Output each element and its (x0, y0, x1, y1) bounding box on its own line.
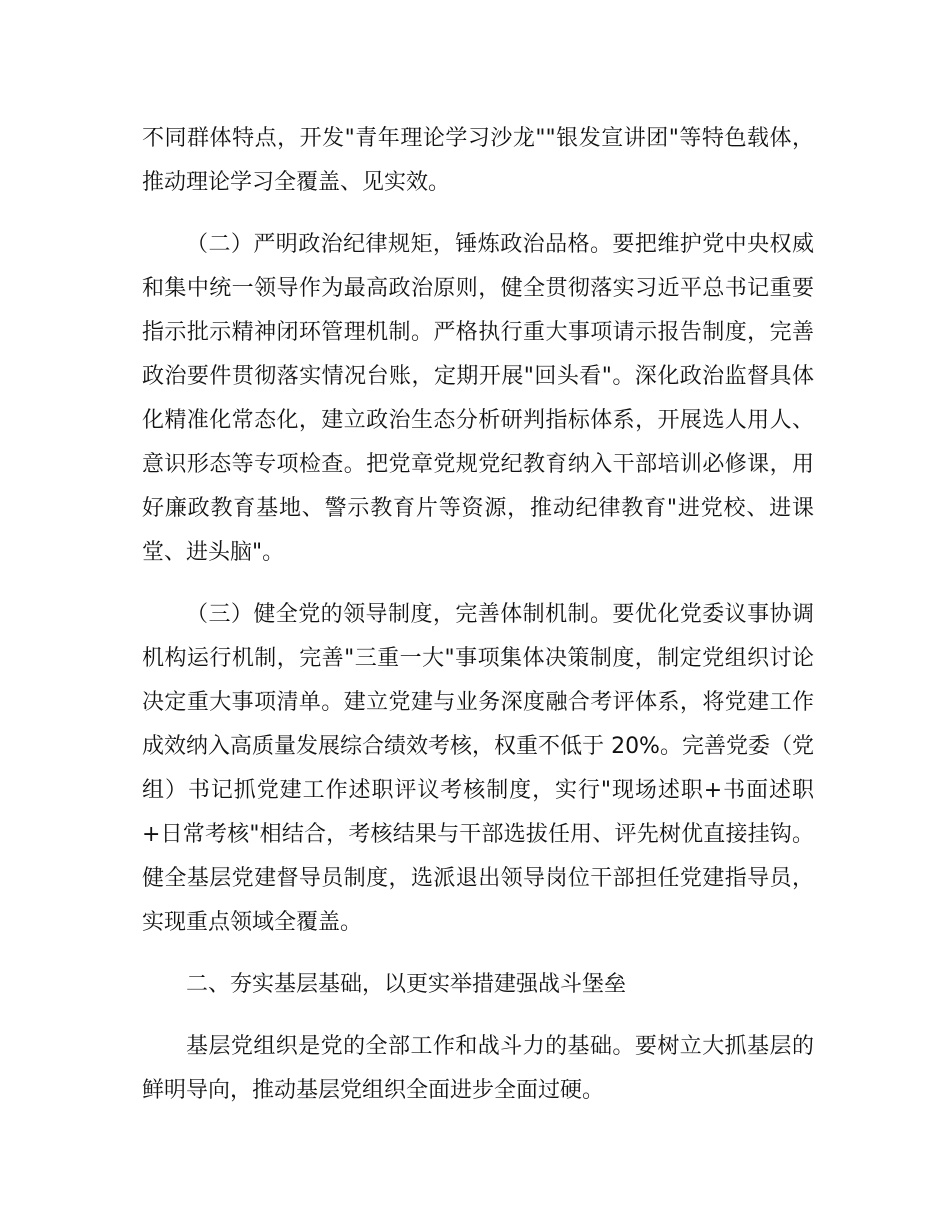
paragraph-continuation: 不同群体特点，开发"青年理论学习沙龙""银发宣讲团"等特色载体，推动理论学习全覆盖、见实效。 (142, 126, 814, 195)
paragraph-grassroots: 基层党组织是党的全部工作和战斗力的基础。要树立大抓基层的鲜明导向，推动基层党组织全面进步全面过硬。 (142, 1034, 814, 1103)
section-heading: 二、夯实基层基础，以更实举措建强战斗堡垒 (186, 972, 627, 997)
paragraph-political-discipline: （二）严明政治纪律规矩，锤炼政治品格。要把维护党中央权威和集中统一领导作为最高政治原则，健全贯彻落实习近平总书记重要指示批示精神闭环管理机制。严格执行重大事项请示报告制度，完善政治要件贯彻落实情况台账，定期开展"回头看"。深化政治监督具体化精准化常态化，建立政治生态分析研判指标体系，开展选人用人、意识形态等专项检查。把党章党规党纪教育纳入干部培训必修课，用好廉政教育基地、警示教育片等资源，推动纪律教育"进党校、进课堂、进头脑"。 (142, 232, 814, 565)
document-page (142, 117, 814, 1131)
paragraph-leadership-system: （三）健全党的领导制度，完善体制机制。要优化党委议事协调机构运行机制，完善"三重一大"事项集体决策制度，制定党组织讨论决定重大事项清单。建立党建与业务深度融合考评体系，将党建工作成效纳入高质量发展综合绩效考核，权重不低于 20%。完善党委（党组）书记抓党建工作述职评议考核制度，实行"现场述职+书面述职+日常考核"相结合，考核结果与干部选拔任用、评先树优直接挂钩。健全基层党建督导员制度，选派退出领导岗位干部担任党建指导员，实现重点领域全覆盖。 (142, 602, 814, 935)
